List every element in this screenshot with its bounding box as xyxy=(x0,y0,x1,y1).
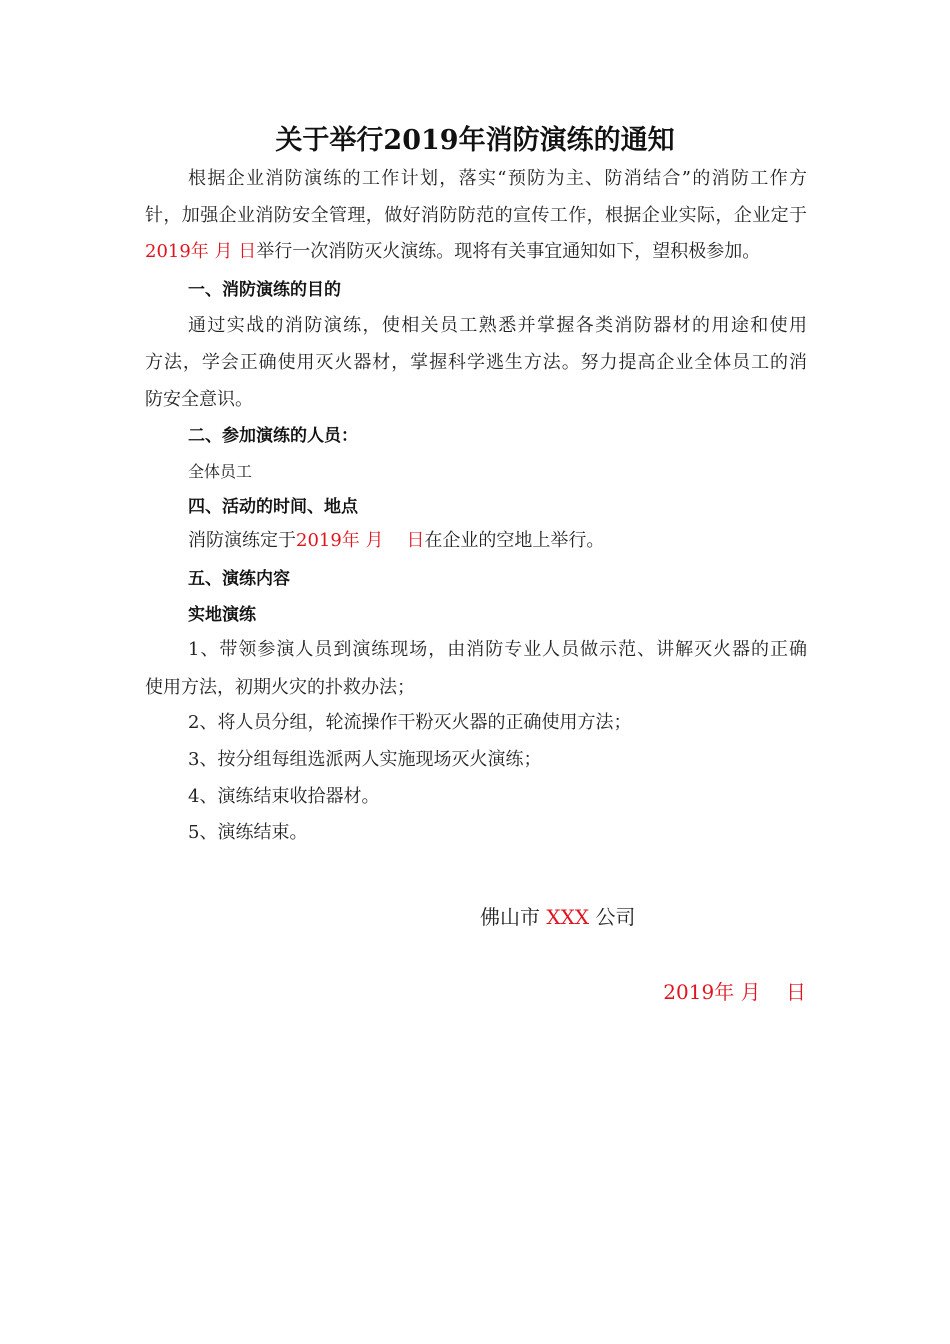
list-item-1-line-1: 1、带领参演人员到演练现场，由消防专业人员做示范、讲解灭火器的正确 xyxy=(188,639,807,660)
signature-company xyxy=(480,904,635,930)
signature-date xyxy=(663,979,806,1005)
signature-date-year: 2019年 xyxy=(663,980,735,1004)
event-date-day: 日 xyxy=(406,530,425,551)
drill-date-year: 2019年 xyxy=(145,241,209,262)
list-item-1-line-2: 使用方法，初期火灾的扑救办法； xyxy=(145,677,415,698)
section-1-line-3: 防安全意识。 xyxy=(145,389,253,410)
section-2-body: 全体员工 xyxy=(188,462,253,481)
section-4-prefix: 消防演练定于 xyxy=(188,530,296,551)
intro-line-3-text: 举行一次消防灭火演练。现将有关事宜通知如下，望积极参加。 xyxy=(256,241,761,262)
document-title: 关于举行2019年消防演练的通知 xyxy=(275,125,675,156)
list-item-3: 3、按分组每组选派两人实施现场灭火演练； xyxy=(188,749,542,770)
list-item-2: 2、将人员分组，轮流操作干粉灭火器的正确使用方法； xyxy=(188,712,632,733)
event-date-month: 月 xyxy=(365,530,384,551)
signature-date-day: 日 xyxy=(786,980,806,1004)
signature-city: 佛山市 xyxy=(480,905,540,929)
section-1-heading: 一、消防演练的目的 xyxy=(188,280,341,300)
list-item-5: 5、演练结束。 xyxy=(188,822,308,843)
list-item-4: 4、演练结束收拾器材。 xyxy=(188,786,380,807)
intro-line-3 xyxy=(145,240,807,264)
section-4-heading: 四、活动的时间、地点 xyxy=(188,497,358,517)
intro-line-1: 根据企业消防演练的工作计划，落实“预防为主、防消结合”的消防工作方 xyxy=(188,168,807,189)
signature-date-month: 月 xyxy=(740,980,761,1004)
section-5-subheading: 实地演练 xyxy=(188,605,256,625)
section-1-line-1: 通过实战的消防演练，使相关员工熟悉并掌握各类消防器材的用途和使用 xyxy=(188,315,807,336)
event-date-year: 2019年 xyxy=(296,530,360,551)
section-4-body xyxy=(188,529,807,553)
signature-company-name: XXX xyxy=(546,905,590,929)
section-5-heading: 五、演练内容 xyxy=(188,569,290,589)
section-1-line-2: 方法，学会正确使用灭火器材，掌握科学逃生方法。努力提高企业全体员工的消 xyxy=(145,352,807,373)
intro-line-2: 针，加强企业消防安全管理，做好消防防范的宣传工作，根据企业实际，企业定于 xyxy=(145,205,807,226)
drill-date-month: 月 xyxy=(214,241,233,262)
drill-date-day: 日 xyxy=(238,241,257,262)
section-2-heading: 二、参加演练的人员： xyxy=(188,426,358,446)
section-4-suffix: 在企业的空地上举行。 xyxy=(424,530,605,551)
signature-company-suffix: 公司 xyxy=(595,905,636,929)
